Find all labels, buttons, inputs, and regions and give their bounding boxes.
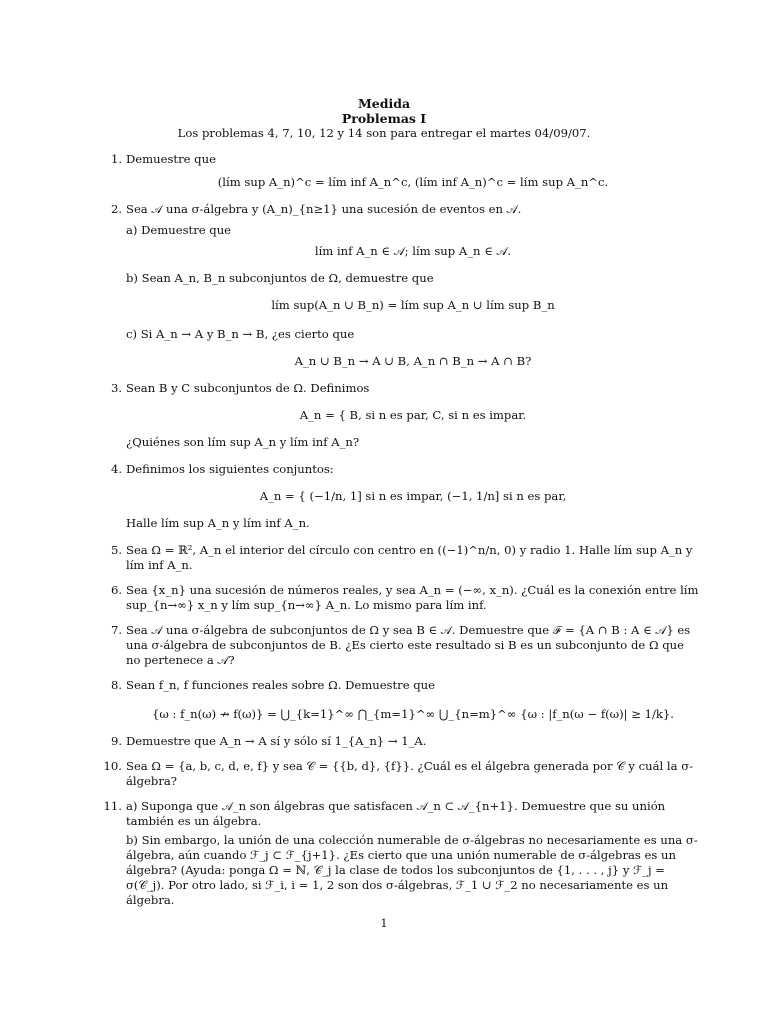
problem-number: 7. <box>110 623 122 637</box>
problem-number: 10. <box>103 759 122 773</box>
problem-text: Sean B y C subconjuntos de Ω. Definimos <box>126 381 370 395</box>
problem-number: 9. <box>110 734 122 748</box>
problem-text: Sea {x_n} una sucesión de números reales, y sea A_n = (−∞, x_n). ¿Cuál es la conexión entre lím sup_{n→∞} x_n y lím sup_{n→∞} A_n. Lo mismo para lím inf. <box>126 583 699 612</box>
problem-11 <box>104 799 700 908</box>
problem-followup: ¿Quiénes son lím sup A_n y lím inf A_n? <box>126 435 360 449</box>
problem-text: Sea Ω = {a, b, c, d, e, f} y sea 𝒞 = {{b, d}, {f}}. ¿Cuál es el álgebra generada por 𝒞 y cuál la σ-álgebra? <box>126 759 694 788</box>
document-header <box>0 96 768 141</box>
problem-list <box>104 152 700 908</box>
page-number: 1 <box>380 917 388 930</box>
problem-part-a: a) Demuestre que <box>126 223 232 237</box>
problem-2 <box>104 202 700 369</box>
equation: A_n = { (−1/n, 1] si n es impar, (−1, 1/n] si n es par, <box>259 489 567 503</box>
problem-6 <box>104 583 700 613</box>
problem-followup: Halle lím sup A_n y lím inf A_n. <box>126 516 310 530</box>
equation: (lím sup A_n)^c = lím inf A_n^c, (lím inf A_n)^c = lím sup A_n^c. <box>217 175 609 189</box>
problem-9 <box>104 734 700 749</box>
problem-text: Sea Ω = ℝ², A_n el interior del círculo con centro en ((−1)^n/n, 0) y radio 1. Halle lím sup A_n y lím inf A_n. <box>126 543 693 572</box>
problem-number: 2. <box>110 202 122 216</box>
problem-3 <box>104 381 700 450</box>
problem-part-b: b) Sean A_n, B_n subconjuntos de Ω, demuestre que <box>126 271 434 285</box>
problem-number: 11. <box>103 799 122 813</box>
equation: lím sup(A_n ∪ B_n) = lím sup A_n ∪ lím sup B_n <box>271 298 555 312</box>
problem-part-a: a) Suponga que 𝒜_n son álgebras que satisfacen 𝒜_n ⊂ 𝒜_{n+1}. Demuestre que su unión también es un álgebra. <box>126 799 666 828</box>
problem-number: 6. <box>110 583 122 597</box>
problem-text: Sea 𝒜 una σ-álgebra y (A_n)_{n≥1} una sucesión de eventos en 𝒜. <box>126 202 522 216</box>
equation: {ω : f_n(ω) ↛ f(ω)} = ⋃_{k=1}^∞ ⋂_{m=1}^∞ ⋃_{n=m}^∞ {ω : |f_n(ω − f(ω)| ≥ 1/k}. <box>151 707 674 721</box>
problem-text: Definimos los siguientes conjuntos: <box>126 462 334 476</box>
problem-5 <box>104 543 700 573</box>
problem-4 <box>104 462 700 531</box>
problem-part-b: b) Sin embargo, la unión de una colección numerable de σ-álgebras no necesariamente es una σ-álgebra, aún cuando ℱ_j ⊂ ℱ_{j+1}. ¿Es cierto que una unión numerable de σ-álgebras es un álgebra? (Ayuda: ponga Ω = ℕ, 𝒞_j la clase de todos los subconjuntos de {1, . . . , j} y ℱ_j = σ(𝒞_j). Por otro lado, si ℱ_i, i = 1, 2 son dos σ-álgebras, ℱ_1 ∪ ℱ_2 no necesariamente es un álgebra. <box>126 833 698 907</box>
equation: lím inf A_n ∈ 𝒜; lím sup A_n ∈ 𝒜. <box>314 244 512 258</box>
problem-text: Demuestre que <box>126 152 216 166</box>
problem-number: 8. <box>110 678 122 692</box>
problem-10 <box>104 759 700 789</box>
problem-number: 3. <box>110 381 122 395</box>
problem-number: 5. <box>110 543 122 557</box>
document-title: Medida <box>357 96 411 111</box>
problem-number: 4. <box>110 462 122 476</box>
problem-text: Demuestre que A_n → A sí y sólo sí 1_{A_n} → 1_A. <box>126 734 427 748</box>
problem-1 <box>104 152 700 190</box>
submission-note: Los problemas 4, 7, 10, 12 y 14 son para entregar el martes 04/09/07. <box>177 126 591 140</box>
equation: A_n ∪ B_n → A ∪ B, A_n ∩ B_n → A ∩ B? <box>294 354 532 368</box>
problem-part-c: c) Si A_n → A y B_n → B, ¿es cierto que <box>126 327 355 341</box>
problem-text: Sean f_n, f funciones reales sobre Ω. Demuestre que <box>126 678 436 692</box>
problem-8 <box>104 678 700 722</box>
problem-text: Sea 𝒜 una σ-álgebra de subconjuntos de Ω y sea B ∈ 𝒜. Demuestre que ℱ = {A ∩ B : A ∈ 𝒜} es una σ-álgebra de subconjuntos de B. ¿Es cierto este resultado si B es un subconjunto de Ω que no pertenece a 𝒜? <box>126 623 691 667</box>
equation: A_n = { B, si n es par, C, si n es impar. <box>299 408 527 422</box>
problem-7 <box>104 623 700 668</box>
problem-number: 1. <box>110 152 122 166</box>
document-subtitle: Problemas I <box>341 111 427 126</box>
